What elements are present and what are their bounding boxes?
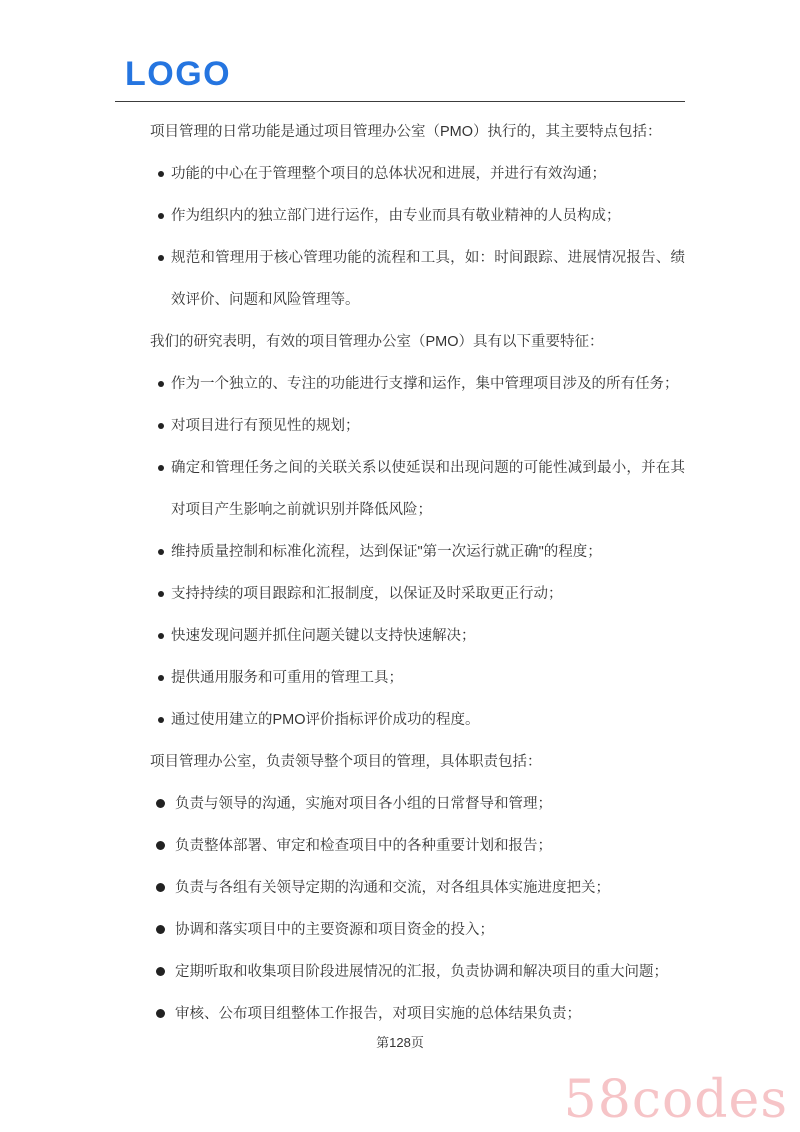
list-item xyxy=(115,573,685,615)
list-item-text: 审核、公布项目组整体工作报告，对项目实施的总体结果负责； xyxy=(175,1006,581,1022)
list-item-text: 负责与领导的沟通，实施对项目各小组的日常督导和管理； xyxy=(175,796,552,812)
list-item xyxy=(115,783,685,825)
bullet-icon xyxy=(158,549,164,555)
list-item-text: 提供通用服务和可重用的管理工具； xyxy=(171,670,403,686)
list-item-text: 负责整体部署、审定和检查项目中的各种重要计划和报告； xyxy=(175,838,552,854)
page-header xyxy=(0,0,800,92)
paragraph: 项目管理办公室，负责领导整个项目的管理，具体职责包括： xyxy=(150,754,542,770)
list-item-text: 负责与各组有关领导定期的沟通和交流，对各组具体实施进度把关； xyxy=(175,880,610,896)
list-item xyxy=(115,195,685,237)
list-item xyxy=(115,993,685,1035)
list-item xyxy=(115,363,685,405)
header-divider xyxy=(115,101,685,102)
bullet-icon xyxy=(158,591,164,597)
document-body xyxy=(115,111,685,1035)
bullet-icon xyxy=(158,465,164,471)
list-item-text: 定期听取和收集项目阶段进展情况的汇报，负责协调和解决项目的重大问题； xyxy=(175,964,668,980)
bullet-list-responsibilities xyxy=(115,783,685,1035)
watermark: 58codes xyxy=(563,1070,788,1130)
list-item-text: 快速发现问题并抓住问题关键以支持快速解决； xyxy=(171,628,476,644)
bullet-list-characteristics xyxy=(115,363,685,741)
bullet-icon xyxy=(158,423,164,429)
list-item xyxy=(115,699,685,741)
list-item-text: 维持质量控制和标准化流程，达到保证"第一次运行就正确"的程度； xyxy=(171,544,602,560)
page-footer xyxy=(0,1034,800,1052)
bullet-icon xyxy=(156,967,165,976)
bullet-icon xyxy=(156,841,165,850)
list-item-text: 功能的中心在于管理整个项目的总体状况和进展，并进行有效沟通； xyxy=(171,166,606,182)
list-item-text: 通过使用建立的PMO评价指标评价成功的程度。 xyxy=(171,712,480,728)
list-item-text: 支持持续的项目跟踪和汇报制度，以保证及时采取更正行动； xyxy=(171,586,563,602)
list-item xyxy=(115,237,685,321)
bullet-icon xyxy=(156,1009,165,1018)
paragraph: 我们的研究表明，有效的项目管理办公室（PMO）具有以下重要特征： xyxy=(150,334,604,350)
bullet-icon xyxy=(156,925,165,934)
list-item-text: 作为一个独立的、专注的功能进行支撑和运作，集中管理项目涉及的所有任务； xyxy=(171,376,679,392)
bullet-icon xyxy=(158,633,164,639)
bullet-icon xyxy=(158,213,164,219)
bullet-icon xyxy=(158,171,164,177)
list-item-text: 对项目进行有预见性的规划； xyxy=(171,418,360,434)
list-item xyxy=(115,657,685,699)
list-item xyxy=(115,951,685,993)
list-item-text: 规范和管理用于核心管理功能的流程和工具，如：时间跟踪、进展情况报告、绩效评价、问题和风险管理等。 xyxy=(171,250,685,308)
page-number: 第128页 xyxy=(376,1035,424,1050)
list-item xyxy=(115,615,685,657)
bullet-list-features xyxy=(115,153,685,321)
list-item xyxy=(115,405,685,447)
list-item xyxy=(115,153,685,195)
bullet-icon xyxy=(158,717,164,723)
list-item xyxy=(115,447,685,531)
bullet-icon xyxy=(158,255,164,261)
bullet-icon xyxy=(156,799,165,808)
bullet-icon xyxy=(158,381,164,387)
list-item xyxy=(115,825,685,867)
list-item-text: 协调和落实项目中的主要资源和项目资金的投入； xyxy=(175,922,494,938)
paragraph: 项目管理的日常功能是通过项目管理办公室（PMO）执行的，其主要特点包括： xyxy=(150,124,662,140)
list-item xyxy=(115,909,685,951)
list-item xyxy=(115,867,685,909)
bullet-icon xyxy=(158,675,164,681)
list-item xyxy=(115,531,685,573)
logo: LOGO xyxy=(125,55,232,93)
list-item-text: 确定和管理任务之间的关联关系以使延误和出现问题的可能性减到最小，并在其对项目产生影响之前就识别并降低风险； xyxy=(171,460,685,518)
bullet-icon xyxy=(156,883,165,892)
list-item-text: 作为组织内的独立部门进行运作，由专业而具有敬业精神的人员构成； xyxy=(171,208,621,224)
